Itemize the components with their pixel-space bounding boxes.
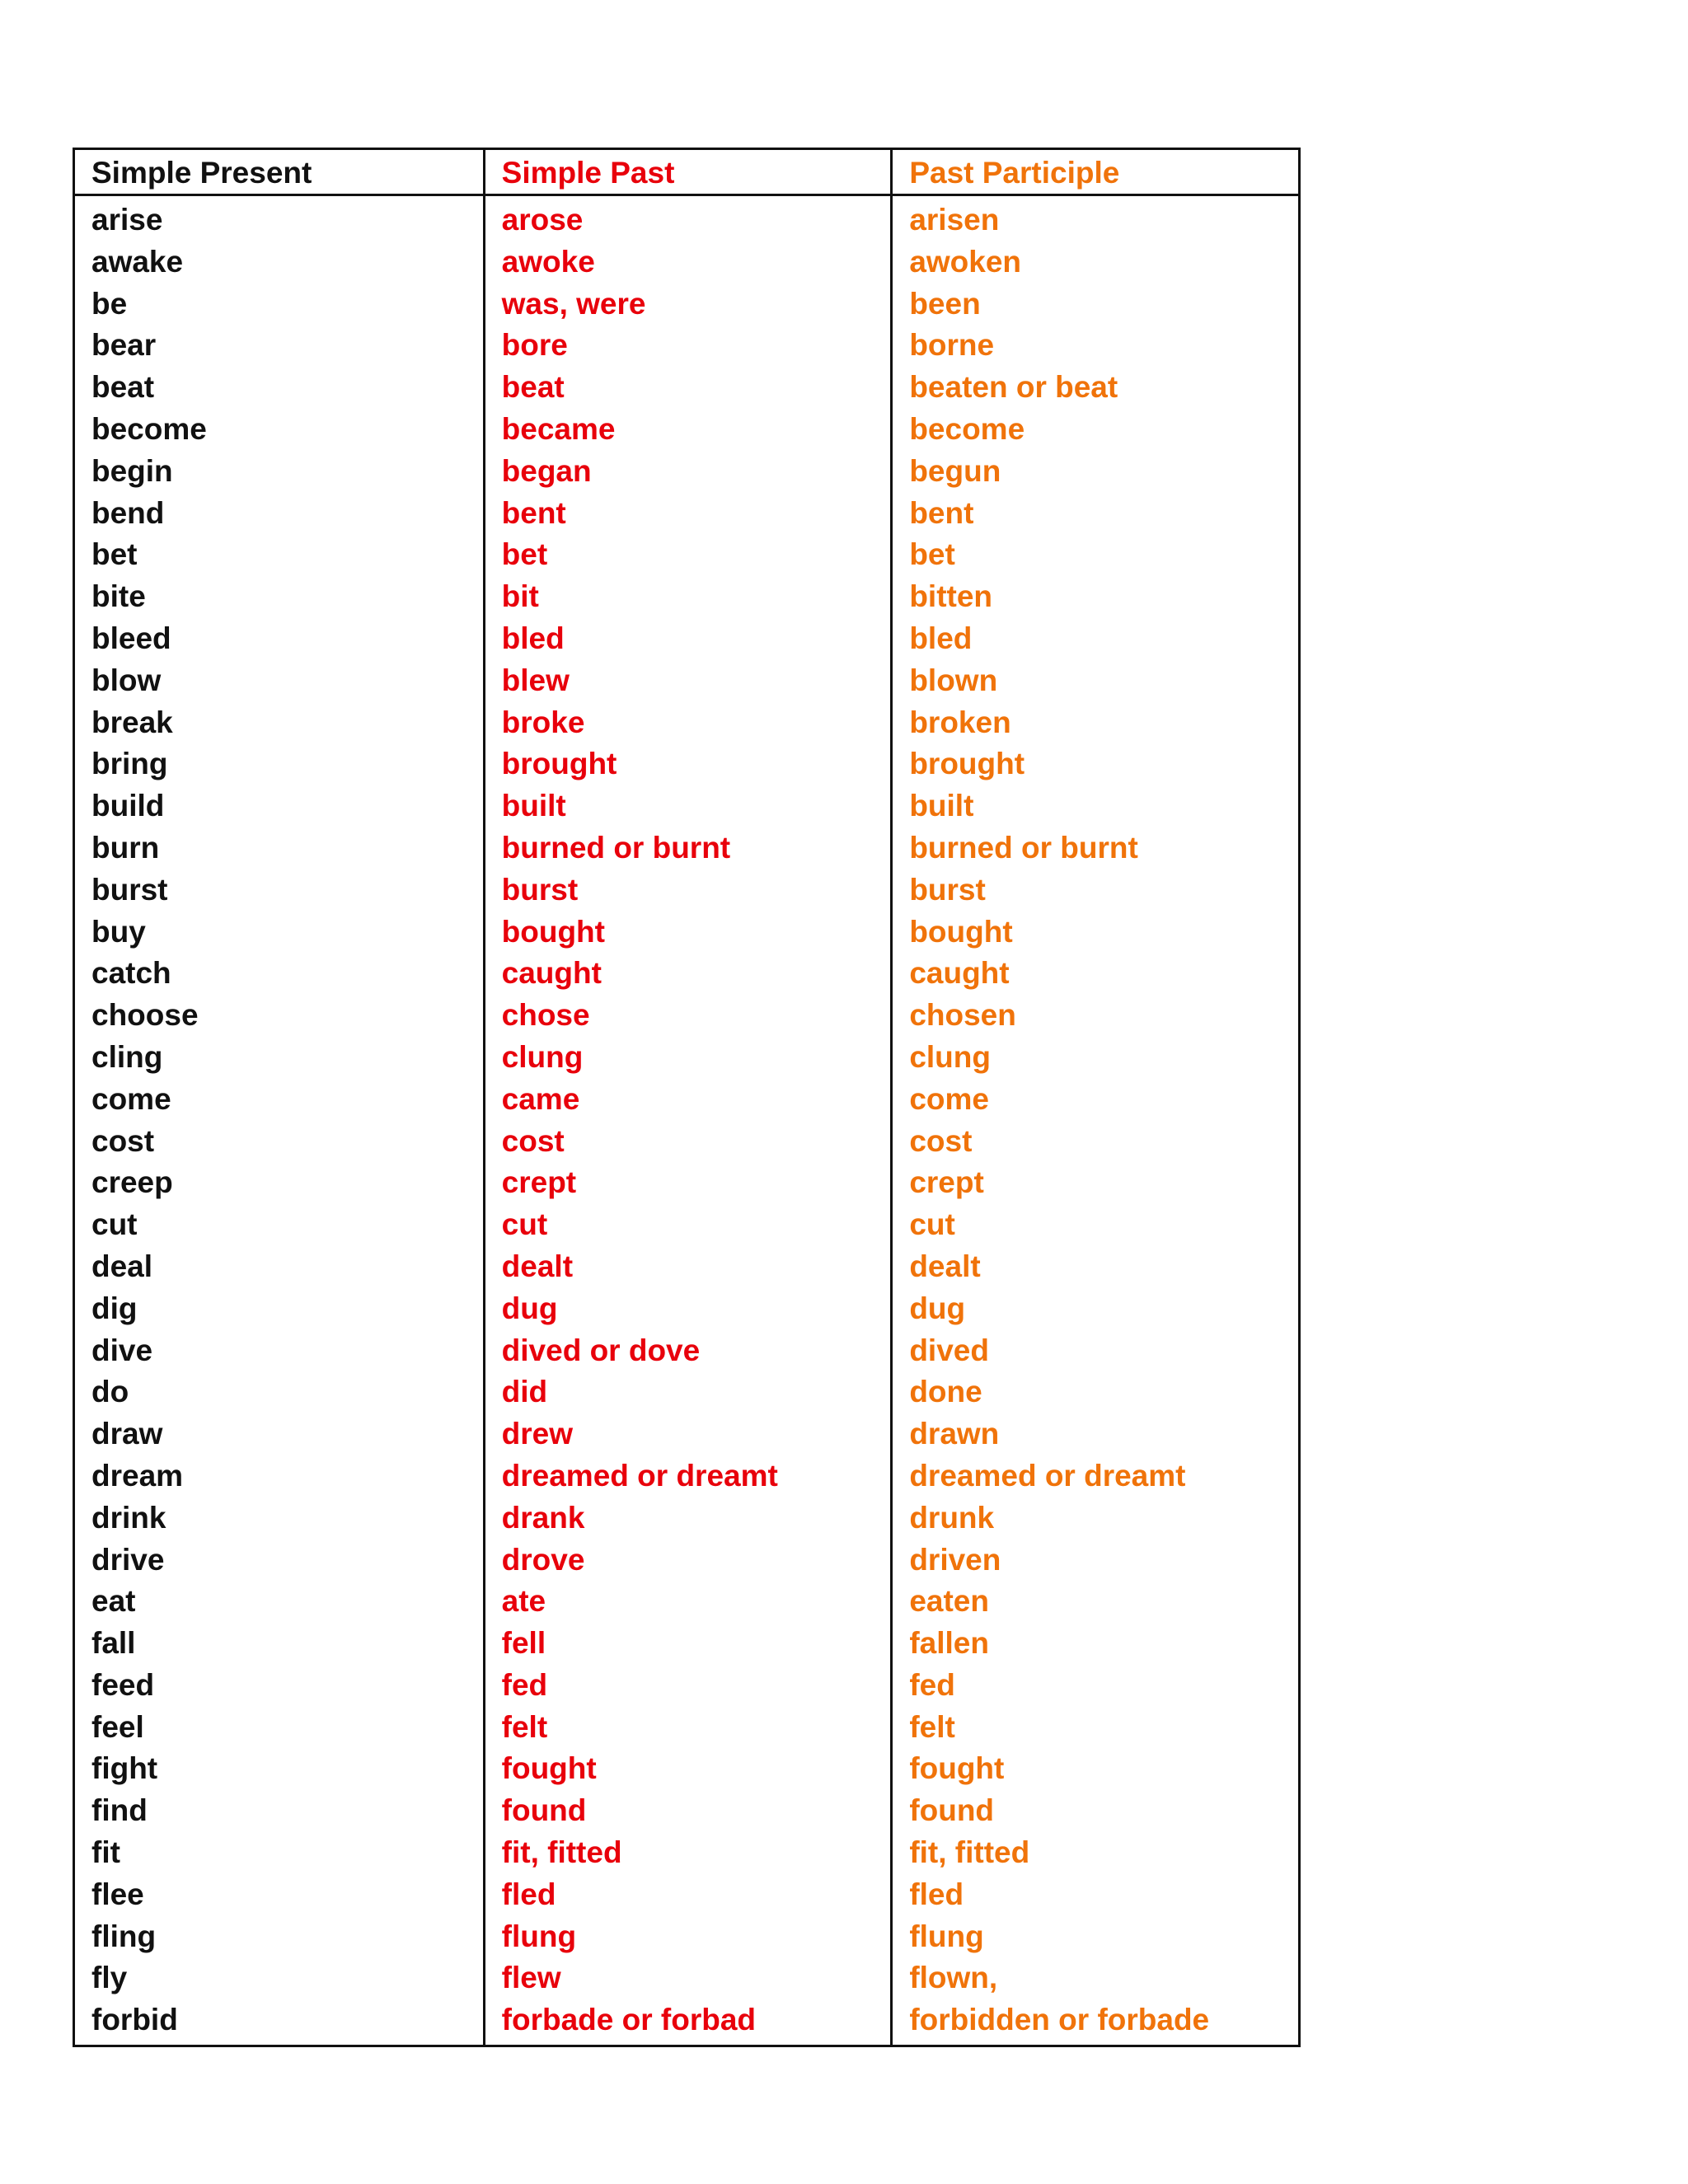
- present-cell: cling: [91, 1039, 163, 1074]
- past-cell: came: [501, 1081, 580, 1116]
- present-cell: bleed: [91, 621, 171, 655]
- past-cell: found: [501, 1793, 587, 1828]
- present-cell: burst: [91, 872, 168, 907]
- present-cell: build: [91, 789, 165, 823]
- past-cell: dealt: [501, 1249, 574, 1283]
- participle-cell: fled: [909, 1877, 964, 1911]
- present-cell: flee: [91, 1877, 144, 1911]
- participle-cell: burst: [909, 872, 986, 907]
- past-cell: bet: [501, 537, 548, 572]
- past-cell: became: [501, 411, 616, 446]
- present-cell: break: [91, 705, 173, 739]
- present-cell: dream: [91, 1458, 184, 1493]
- past-cell: chose: [501, 998, 590, 1033]
- past-cell: flung: [501, 1919, 577, 1953]
- participle-cell: drunk: [909, 1500, 995, 1535]
- participle-cell: fallen: [909, 1626, 989, 1661]
- participle-cell: broken: [909, 705, 1011, 739]
- participle-cell: come: [909, 1081, 989, 1116]
- participle-cell: forbidden or forbade: [909, 2003, 1210, 2037]
- past-cell: ate: [501, 1584, 546, 1619]
- participle-cell: bled: [909, 621, 973, 655]
- participle-cell: bought: [909, 914, 1013, 949]
- past-cell: caught: [501, 956, 602, 991]
- present-cell: catch: [91, 956, 171, 991]
- participle-cell: fought: [909, 1751, 1005, 1786]
- present-cell: find: [91, 1793, 148, 1828]
- simple-present-column: [75, 150, 483, 2045]
- present-cell: awake: [91, 244, 184, 279]
- present-cell: be: [91, 286, 128, 321]
- participle-cell: blown: [909, 663, 998, 697]
- participle-cell: drawn: [909, 1417, 1000, 1451]
- past-cell: dug: [501, 1291, 558, 1325]
- past-cell: built: [501, 789, 566, 823]
- present-cell: buy: [91, 914, 146, 949]
- past-cell: brought: [501, 747, 617, 781]
- present-cell: bear: [91, 328, 157, 363]
- participle-cell: fit, fitted: [909, 1835, 1030, 1870]
- present-cell: drink: [91, 1500, 166, 1535]
- past-participle-cells: [893, 196, 1298, 2045]
- participle-cell: cost: [909, 1123, 973, 1158]
- participle-cell: done: [909, 1375, 982, 1409]
- participle-cell: found: [909, 1793, 995, 1828]
- participle-cell: brought: [909, 747, 1025, 781]
- present-cell: bring: [91, 747, 168, 781]
- participle-cell: built: [909, 789, 974, 823]
- past-cell: bought: [501, 914, 605, 949]
- present-cell: dive: [91, 1333, 153, 1367]
- past-cell: dived or dove: [501, 1333, 701, 1367]
- present-cell: forbid: [91, 2003, 178, 2037]
- participle-cell: flown,: [909, 1961, 998, 1995]
- participle-cell: become: [909, 411, 1025, 446]
- present-cell: draw: [91, 1417, 163, 1451]
- participle-cell: begun: [909, 453, 1001, 488]
- present-cell: bend: [91, 495, 165, 530]
- past-cell: bled: [501, 621, 565, 655]
- participle-cell: dug: [909, 1291, 966, 1325]
- present-cell: creep: [91, 1165, 173, 1200]
- present-cell: deal: [91, 1249, 153, 1283]
- past-cell: crept: [501, 1165, 577, 1200]
- present-cell: fall: [91, 1626, 136, 1661]
- present-cell: choose: [91, 998, 199, 1033]
- simple-past-column: [483, 150, 891, 2045]
- past-cell: did: [501, 1375, 548, 1409]
- present-cell: fling: [91, 1919, 157, 1953]
- present-cell: feed: [91, 1667, 155, 1702]
- participle-cell: chosen: [909, 998, 1016, 1033]
- present-cell: blow: [91, 663, 162, 697]
- simple-past-cells: [485, 196, 891, 2045]
- past-cell: felt: [501, 1709, 548, 1744]
- past-participle-header: Past Participle: [893, 150, 1298, 196]
- past-cell: drew: [501, 1417, 574, 1451]
- present-cell: dig: [91, 1291, 138, 1325]
- past-cell: fled: [501, 1877, 556, 1911]
- past-cell: burst: [501, 872, 579, 907]
- present-cell: fly: [91, 1961, 128, 1995]
- participle-cell: borne: [909, 328, 995, 363]
- irregular-verbs-table: [73, 148, 1301, 2047]
- participle-cell: flung: [909, 1919, 984, 1953]
- past-cell: cut: [501, 1207, 548, 1242]
- present-cell: become: [91, 411, 207, 446]
- present-cell: eat: [91, 1584, 136, 1619]
- simple-present-cells: [75, 196, 483, 2045]
- past-participle-column: [890, 150, 1298, 2045]
- past-cell: cost: [501, 1123, 565, 1158]
- participle-cell: burned or burnt: [909, 830, 1138, 865]
- participle-cell: beaten or beat: [909, 370, 1118, 405]
- participle-cell: clung: [909, 1039, 991, 1074]
- simple-present-header: Simple Present: [75, 150, 483, 196]
- present-cell: fit: [91, 1835, 120, 1870]
- participle-cell: been: [909, 286, 981, 321]
- participle-cell: bet: [909, 537, 955, 572]
- past-cell: blew: [501, 663, 570, 697]
- past-cell: fought: [501, 1751, 597, 1786]
- present-cell: beat: [91, 370, 155, 405]
- past-cell: bit: [501, 579, 539, 614]
- participle-cell: caught: [909, 956, 1010, 991]
- participle-cell: bitten: [909, 579, 993, 614]
- participle-cell: eaten: [909, 1584, 989, 1619]
- past-cell: awoke: [501, 244, 595, 279]
- past-cell: began: [501, 453, 592, 488]
- past-cell: fit, fitted: [501, 1835, 622, 1870]
- past-cell: clung: [501, 1039, 584, 1074]
- participle-cell: dived: [909, 1333, 989, 1367]
- participle-cell: crept: [909, 1165, 984, 1200]
- present-cell: cost: [91, 1123, 155, 1158]
- past-cell: flew: [501, 1961, 561, 1995]
- past-cell: beat: [501, 370, 565, 405]
- participle-cell: dreamed or dreamt: [909, 1458, 1186, 1493]
- present-cell: fight: [91, 1751, 158, 1786]
- past-cell: bore: [501, 328, 568, 363]
- present-cell: arise: [91, 203, 163, 237]
- present-cell: do: [91, 1375, 129, 1409]
- participle-cell: awoken: [909, 244, 1022, 279]
- past-cell: drove: [501, 1542, 585, 1577]
- past-cell: burned or burnt: [501, 830, 731, 865]
- past-cell: fell: [501, 1626, 546, 1661]
- participle-cell: cut: [909, 1207, 955, 1242]
- present-cell: bet: [91, 537, 138, 572]
- past-cell: drank: [501, 1500, 585, 1535]
- present-cell: begin: [91, 453, 173, 488]
- participle-cell: bent: [909, 495, 974, 530]
- past-cell: bent: [501, 495, 566, 530]
- past-cell: was, were: [501, 286, 646, 321]
- participle-cell: fed: [909, 1667, 955, 1702]
- participle-cell: felt: [909, 1709, 955, 1744]
- present-cell: burn: [91, 830, 160, 865]
- participle-cell: driven: [909, 1542, 1001, 1577]
- present-cell: bite: [91, 579, 146, 614]
- past-cell: broke: [501, 705, 585, 739]
- participle-cell: arisen: [909, 203, 1000, 237]
- past-cell: arose: [501, 203, 584, 237]
- present-cell: drive: [91, 1542, 165, 1577]
- simple-past-header: Simple Past: [485, 150, 891, 196]
- past-cell: fed: [501, 1667, 548, 1702]
- present-cell: cut: [91, 1207, 138, 1242]
- present-cell: come: [91, 1081, 171, 1116]
- participle-cell: dealt: [909, 1249, 981, 1283]
- present-cell: feel: [91, 1709, 144, 1744]
- past-cell: dreamed or dreamt: [501, 1458, 778, 1493]
- past-cell: forbade or forbad: [501, 2003, 756, 2037]
